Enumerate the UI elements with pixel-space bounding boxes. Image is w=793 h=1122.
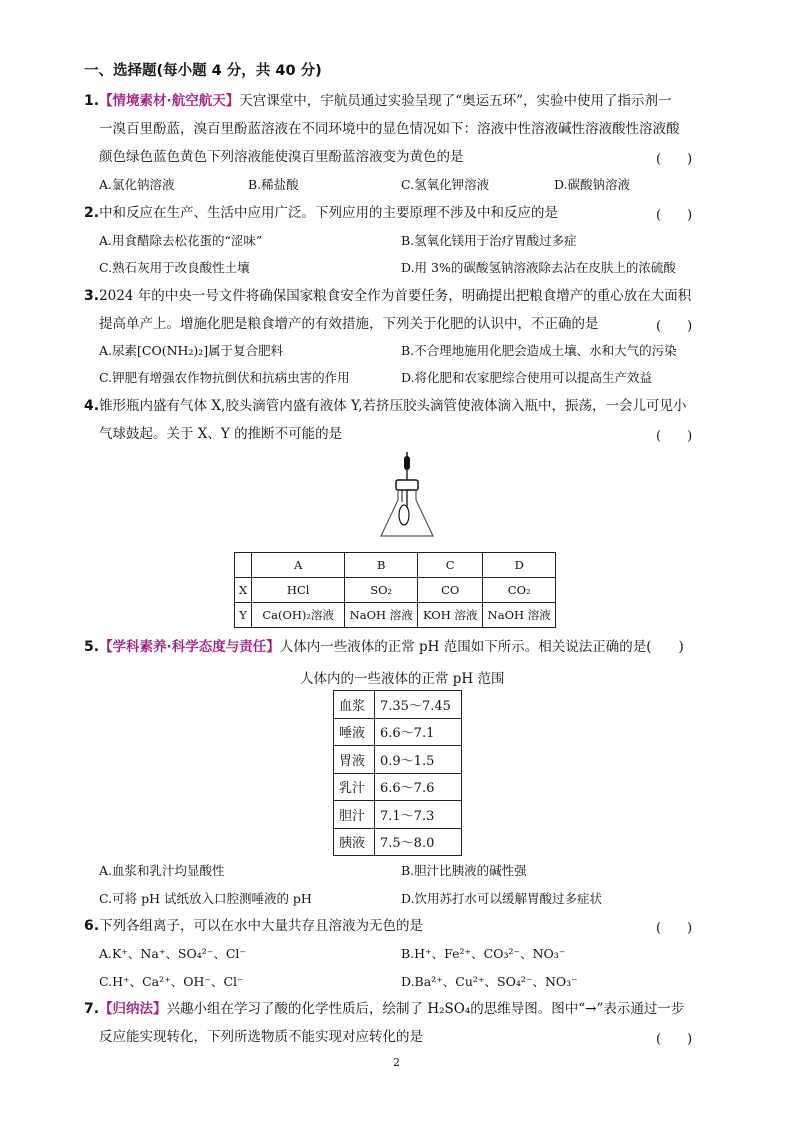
question-5-text: 人体内一些液体的正常 pH 范围如下所示。相关说法正确的是 — [279, 639, 647, 655]
q4-xy-table — [234, 552, 556, 628]
question-1-answer-blank: ( ) — [656, 152, 693, 167]
table-cell — [235, 553, 252, 578]
question-5-line-1 — [84, 638, 684, 656]
table-cell: CO — [418, 578, 483, 603]
table-row — [334, 773, 462, 801]
q5-option-b[interactable]: B.胆汁比胰液的碱性强 — [401, 863, 527, 878]
table-cell: NaOH 溶液 — [345, 603, 418, 628]
question-7-answer-blank: ( ) — [656, 1032, 693, 1047]
table-cell: NaOH 溶液 — [483, 603, 556, 628]
table-cell: 胆汁 — [334, 801, 375, 829]
question-1-text: 天宫课堂中，宇航员通过实验呈现了“奥运五环”，实验中使用了指示剂一 — [239, 93, 672, 109]
question-3-line-2: 提高单产上。增施化肥是粮食增产的有效措施，下列关于化肥的认识中，不正确的是 — [99, 316, 599, 332]
q3-option-d[interactable]: D.将化肥和农家肥综合使用可以提高生产效益 — [401, 370, 653, 385]
question-3-text: 2024 年的中央一号文件将确保国家粮食安全作为首要任务，明确提出把粮食增产的重心放在大面积 — [99, 288, 692, 304]
q1-option-d[interactable]: D.碳酸钠溶液 — [554, 177, 631, 192]
q5-option-d[interactable]: D.饮用苏打水可以缓解胃酸过多症状 — [401, 891, 603, 906]
question-4-number: 4. — [84, 398, 100, 414]
ph-table-caption: 人体内的一些液体的正常 pH 范围 — [300, 671, 505, 687]
question-2-answer-blank: ( ) — [656, 208, 693, 223]
table-cell: 7.1～7.3 — [375, 801, 462, 829]
question-7-line-1 — [84, 1000, 684, 1018]
table-row — [235, 578, 556, 603]
section-title: 一、选择题(每小题 4 分，共 40 分) — [84, 63, 322, 79]
table-cell: 7.5～8.0 — [375, 828, 462, 856]
q2-option-a[interactable]: A.用食醋除去松花蛋的“涩味” — [99, 233, 263, 248]
q3-option-c[interactable]: C.钾肥有增强农作物抗倒伏和抗病虫害的作用 — [99, 370, 350, 385]
q6-option-d[interactable]: D.Ba²⁺、Cu²⁺、SO₄²⁻、NO₃⁻ — [401, 974, 578, 989]
question-6-line-1 — [84, 917, 423, 935]
table-row — [334, 828, 462, 856]
table-cell: SO₂ — [345, 578, 418, 603]
q1-option-c[interactable]: C.氢氧化钾溶液 — [401, 177, 490, 192]
balloon — [399, 505, 409, 525]
q5-option-a[interactable]: A.血浆和乳汁均显酸性 — [99, 863, 225, 878]
table-cell: HCl — [252, 578, 345, 603]
q6-option-c[interactable]: C.H⁺、Ca²⁺、OH⁻、Cl⁻ — [99, 974, 244, 989]
q5-option-c[interactable]: C.可将 pH 试纸放入口腔测唾液的 pH — [99, 891, 312, 906]
flask-diagram — [378, 452, 438, 540]
table-cell: Y — [235, 603, 252, 628]
table-cell: Ca(OH)₂溶液 — [252, 603, 345, 628]
question-1-line-2: 一溴百里酚蓝，溴百里酚蓝溶液在不同环境中的显色情况如下：溶液中性溶液碱性溶液酸性溶液酸 — [99, 121, 680, 137]
question-7-line-2: 反应能实现转化，下列所选物质不能实现对应转化的是 — [99, 1029, 423, 1045]
q6-option-a[interactable]: A.K⁺、Na⁺、SO₄²⁻、Cl⁻ — [99, 946, 247, 961]
table-row — [235, 603, 556, 628]
q6-option-b[interactable]: B.H⁺、Fe²⁺、CO₃²⁻、NO₃⁻ — [401, 946, 566, 961]
table-cell: 0.9～1.5 — [375, 746, 462, 774]
table-cell: 6.6～7.1 — [375, 718, 462, 746]
question-1-line-1 — [84, 92, 672, 110]
question-4-text: 锥形瓶内盛有气体 X,胶头滴管内盛有液体 Y,若挤压胶头滴管使液体滴入瓶中，振荡，一会儿可见小 — [99, 398, 687, 414]
table-cell: A — [252, 553, 345, 578]
table-row — [334, 801, 462, 829]
question-5-answer-blank: ( ) — [646, 639, 684, 655]
question-2-text: 中和反应在生产、生活中应用广泛。下列应用的主要原理不涉及中和反应的是 — [99, 205, 559, 221]
question-6-text: 下列各组离子，可以在水中大量共存且溶液为无色的是 — [99, 918, 424, 934]
question-6-answer-blank: ( ) — [656, 921, 693, 936]
table-cell: CO₂ — [483, 578, 556, 603]
question-7-tag: 【归纳法】 — [99, 1001, 167, 1017]
q3-option-a[interactable]: A.尿素[CO(NH₂)₂]属于复合肥料 — [99, 343, 284, 358]
q1-option-a[interactable]: A.氯化钠溶液 — [99, 177, 175, 192]
question-5-tag: 【学科素养·科学态度与责任】 — [99, 639, 280, 655]
table-cell: 胰液 — [334, 828, 375, 856]
question-4-line-2: 气球鼓起。关于 X、Y 的推断不可能的是 — [99, 426, 343, 442]
q2-option-c[interactable]: C.熟石灰用于改良酸性土壤 — [99, 260, 250, 275]
q2-option-b[interactable]: B.氢氧化镁用于治疗胃酸过多症 — [401, 233, 577, 248]
table-row — [334, 746, 462, 774]
ph-range-table — [333, 690, 462, 856]
question-3-number: 3. — [84, 288, 100, 304]
question-4-line-1 — [84, 397, 687, 415]
question-1-tag: 【情境素材·航空航天】 — [99, 93, 240, 109]
dropper-bulb — [404, 452, 410, 470]
table-cell: 乳汁 — [334, 773, 375, 801]
table-cell: 7.35～7.45 — [375, 691, 462, 719]
question-6-number: 6. — [84, 918, 100, 934]
table-cell: C — [418, 553, 483, 578]
q1-option-b[interactable]: B.稀盐酸 — [248, 177, 299, 192]
question-1-line-3: 颜色绿色蓝色黄色下列溶液能使溴百里酚蓝溶液变为黄色的是 — [99, 149, 464, 165]
question-3-line-1 — [84, 287, 691, 305]
table-cell: 血浆 — [334, 691, 375, 719]
q3-option-b[interactable]: B.不合理地施用化肥会造成土壤、水和大气的污染 — [401, 343, 677, 358]
rubber-stopper — [396, 480, 418, 490]
question-3-answer-blank: ( ) — [656, 319, 693, 334]
table-cell: D — [483, 553, 556, 578]
question-2-number: 2. — [84, 205, 100, 221]
question-4-answer-blank: ( ) — [656, 429, 693, 444]
table-cell: B — [345, 553, 418, 578]
question-5-number: 5. — [84, 639, 100, 655]
table-row — [235, 553, 556, 578]
table-cell: 胃液 — [334, 746, 375, 774]
table-cell: KOH 溶液 — [418, 603, 483, 628]
q2-option-d[interactable]: D.用 3%的碳酸氢钠溶液除去沾在皮肤上的浓硫酸 — [401, 260, 676, 275]
page-number: 2 — [393, 1056, 400, 1069]
question-1-number: 1. — [84, 93, 100, 109]
table-cell: X — [235, 578, 252, 603]
question-7-text: 兴趣小组在学习了酸的化学性质后，绘制了 H₂SO₄的思维导图。图中“→”表示通过一步 — [166, 1001, 685, 1017]
table-row — [334, 691, 462, 719]
table-cell: 6.6～7.6 — [375, 773, 462, 801]
table-row — [334, 718, 462, 746]
table-cell: 唾液 — [334, 718, 375, 746]
question-7-number: 7. — [84, 1001, 100, 1017]
question-2-line-1 — [84, 204, 558, 222]
